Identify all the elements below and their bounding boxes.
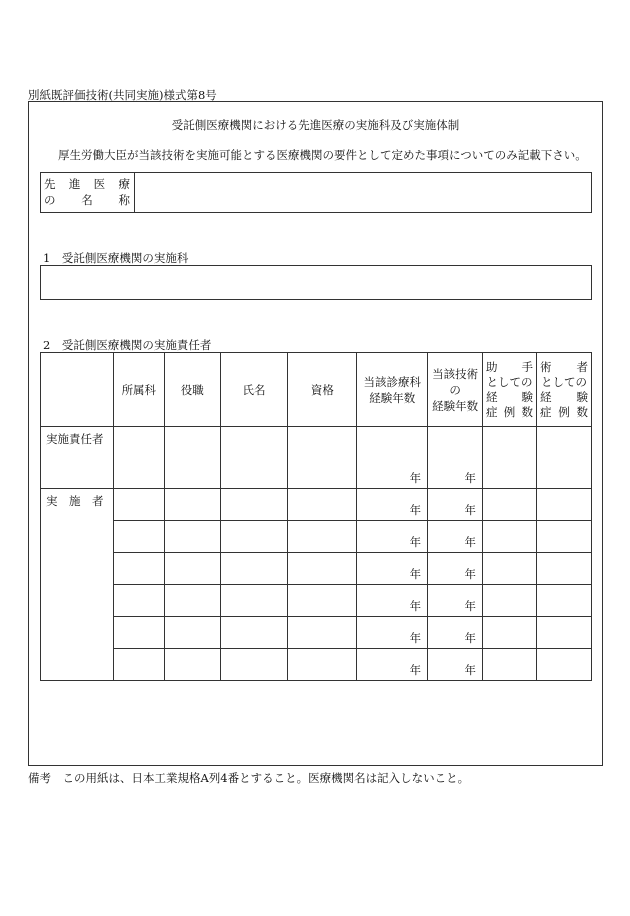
- cell-name[interactable]: [220, 521, 288, 553]
- header-name: 氏名: [220, 353, 288, 427]
- header-qualification: 資格: [288, 353, 357, 427]
- cell-qualification[interactable]: [288, 489, 357, 521]
- cell-dept-years[interactable]: 年: [357, 553, 428, 585]
- table-row: [41, 617, 592, 649]
- header-blank: [41, 353, 114, 427]
- cell-tech-years[interactable]: 年: [428, 649, 483, 681]
- table-header-row: [41, 353, 592, 427]
- cell-dept-years[interactable]: 年: [357, 427, 428, 489]
- technology-name-table: [40, 172, 592, 213]
- cell-tech-years[interactable]: 年: [428, 489, 483, 521]
- cell-dept-years[interactable]: 年: [357, 489, 428, 521]
- table-row: [41, 649, 592, 681]
- cell-operator-cases[interactable]: [536, 489, 591, 521]
- header-assistant-cases: 助 手 としての 経 験 症 例 数: [483, 353, 537, 427]
- cell-position[interactable]: [164, 427, 220, 489]
- cell-department[interactable]: [113, 649, 164, 681]
- table-row: [41, 427, 592, 489]
- cell-dept-years[interactable]: 年: [357, 585, 428, 617]
- cell-department[interactable]: [113, 427, 164, 489]
- cell-department[interactable]: [113, 585, 164, 617]
- cell-department[interactable]: [113, 489, 164, 521]
- cell-assistant-cases[interactable]: [483, 427, 537, 489]
- cell-name[interactable]: [220, 585, 288, 617]
- cell-qualification[interactable]: [288, 553, 357, 585]
- table-row: [41, 553, 592, 585]
- department-field[interactable]: [40, 265, 592, 300]
- form-title: 受託側医療機関における先進医療の実施科及び実施体制: [171, 118, 460, 132]
- cell-name[interactable]: [220, 427, 288, 489]
- cell-assistant-cases[interactable]: [483, 649, 537, 681]
- header-department: 所属科: [113, 353, 164, 427]
- cell-operator-cases[interactable]: [536, 585, 591, 617]
- cell-operator-cases[interactable]: [536, 649, 591, 681]
- cell-position[interactable]: [164, 489, 220, 521]
- cell-department[interactable]: [113, 617, 164, 649]
- cell-assistant-cases[interactable]: [483, 489, 537, 521]
- role-responsible: 実施責任者: [41, 427, 114, 489]
- table-row: [41, 521, 592, 553]
- cell-department[interactable]: [113, 521, 164, 553]
- cell-operator-cases[interactable]: [536, 427, 591, 489]
- staff-table: [40, 352, 592, 681]
- cell-dept-years[interactable]: 年: [357, 617, 428, 649]
- cell-operator-cases[interactable]: [536, 617, 591, 649]
- cell-name[interactable]: [220, 617, 288, 649]
- cell-name[interactable]: [220, 489, 288, 521]
- cell-position[interactable]: [164, 585, 220, 617]
- table-row: [41, 489, 592, 521]
- technology-name-label: 先 進 医 療 の 名 称: [41, 173, 135, 213]
- cell-position[interactable]: [164, 521, 220, 553]
- cell-tech-years[interactable]: 年: [428, 553, 483, 585]
- cell-position[interactable]: [164, 649, 220, 681]
- header-dept-experience: 当該診療科 経験年数: [357, 353, 428, 427]
- cell-tech-years[interactable]: 年: [428, 585, 483, 617]
- cell-name[interactable]: [220, 553, 288, 585]
- cell-operator-cases[interactable]: [536, 553, 591, 585]
- cell-operator-cases[interactable]: [536, 521, 591, 553]
- remarks-note: 備考 この用紙は、日本工業規格A列4番とすること。医療機関名は記入しないこと。: [28, 771, 470, 785]
- table-row: [41, 585, 592, 617]
- cell-tech-years[interactable]: 年: [428, 521, 483, 553]
- cell-dept-years[interactable]: 年: [357, 521, 428, 553]
- cell-tech-years[interactable]: 年: [428, 427, 483, 489]
- cell-qualification[interactable]: [288, 427, 357, 489]
- role-practitioner: 実 施 者: [41, 489, 114, 681]
- cell-qualification[interactable]: [288, 521, 357, 553]
- cell-qualification[interactable]: [288, 649, 357, 681]
- cell-assistant-cases[interactable]: [483, 617, 537, 649]
- cell-assistant-cases[interactable]: [483, 585, 537, 617]
- cell-dept-years[interactable]: 年: [357, 649, 428, 681]
- cell-assistant-cases[interactable]: [483, 521, 537, 553]
- header-tech-experience: 当該技術の 経験年数: [428, 353, 483, 427]
- cell-position[interactable]: [164, 617, 220, 649]
- cell-qualification[interactable]: [288, 585, 357, 617]
- header-operator-cases: 術 者 としての 経 験 症 例 数: [536, 353, 591, 427]
- instruction-text: 厚生労働大臣が当該技術を実施可能とする医療機関の要件として定めた事項についてのみ記載下さい。: [58, 148, 587, 162]
- form-number-label: 別紙既評価技術(共同実施)様式第8号: [28, 88, 217, 102]
- header-position: 役職: [164, 353, 220, 427]
- cell-name[interactable]: [220, 649, 288, 681]
- cell-assistant-cases[interactable]: [483, 553, 537, 585]
- technology-name-field[interactable]: [135, 173, 592, 213]
- cell-department[interactable]: [113, 553, 164, 585]
- cell-qualification[interactable]: [288, 617, 357, 649]
- section2-label: 2 受託側医療機関の実施責任者: [43, 338, 212, 352]
- cell-tech-years[interactable]: 年: [428, 617, 483, 649]
- section1-label: 1 受託側医療機関の実施科: [43, 251, 189, 265]
- cell-position[interactable]: [164, 553, 220, 585]
